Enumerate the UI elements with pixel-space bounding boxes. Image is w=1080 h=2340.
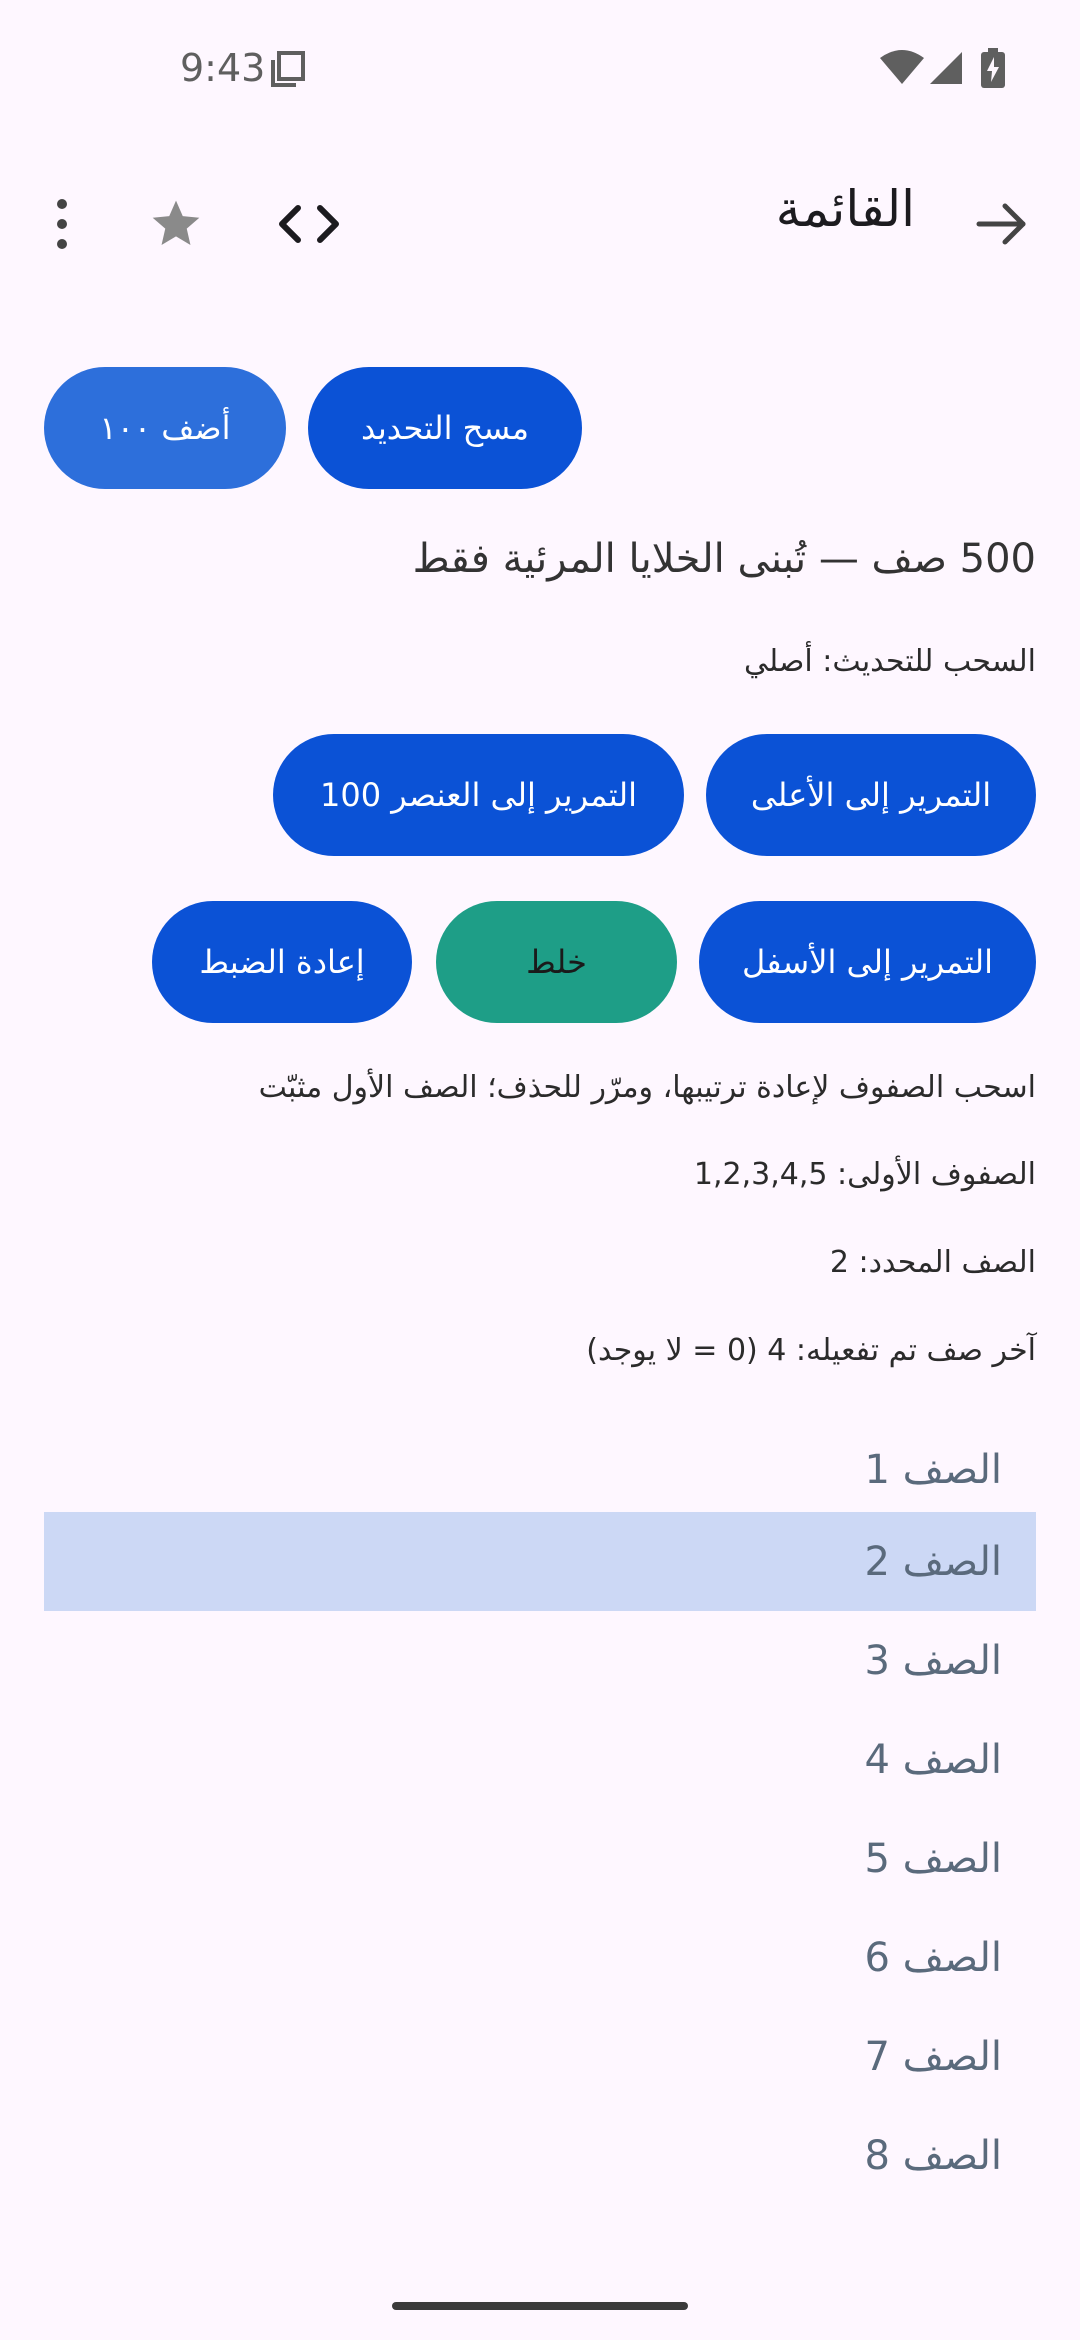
- shuffle-button[interactable]: خلط: [436, 901, 677, 1023]
- list-row-8[interactable]: [44, 2106, 1036, 2205]
- list-row-1[interactable]: [44, 1420, 1036, 1519]
- clear-selection-button[interactable]: مسح التحديد: [308, 367, 582, 489]
- scroll-to-item-100-button[interactable]: التمرير إلى العنصر 100: [273, 734, 684, 856]
- instructions-text: اسحب الصفوف لإعادة ترتيبها، ومرّر للحذف؛ الصف الأول مثبّت: [258, 1070, 1036, 1105]
- list-row-label: الصف 4: [864, 1736, 1002, 1783]
- copy-icon: [270, 50, 306, 88]
- more-vert-icon[interactable]: [40, 196, 84, 252]
- reset-button[interactable]: إعادة الضبط: [152, 901, 412, 1023]
- pull-to-refresh-status: السحب للتحديث: أصلي: [743, 644, 1036, 679]
- signal-icon: [928, 50, 964, 90]
- first-rows-text: الصفوف الأولى: 1,2,3,4,5: [693, 1157, 1036, 1192]
- list-row-label: الصف 6: [864, 1934, 1002, 1981]
- list-row-label: الصف 3: [864, 1637, 1002, 1684]
- list-row-6[interactable]: [44, 1908, 1036, 2007]
- status-bar: [0, 0, 1080, 140]
- list-row-label: الصف 1: [864, 1446, 1002, 1493]
- last-activated-text: آخر صف تم تفعيله: 4 (0 = لا يوجد): [586, 1333, 1036, 1368]
- rows-headline: 500 صف — تُبنى الخلايا المرئية فقط: [412, 536, 1036, 582]
- selected-row-text: الصف المحدد: 2: [829, 1245, 1036, 1280]
- list-row-5[interactable]: [44, 1809, 1036, 1908]
- list-row-3[interactable]: [44, 1611, 1036, 1710]
- arrow-forward-icon[interactable]: [975, 196, 1031, 252]
- list-row-label: الصف 7: [864, 2033, 1002, 2080]
- list-row-7[interactable]: [44, 2007, 1036, 2106]
- page-title: القائمة: [775, 180, 915, 238]
- status-time: 9:43: [180, 46, 266, 90]
- add-hundred-button[interactable]: أضف ١٠٠: [44, 367, 286, 489]
- battery-charging-icon: [981, 48, 1005, 92]
- list-row-2-selected[interactable]: [44, 1512, 1036, 1611]
- list-row-label: الصف 2: [864, 1538, 1002, 1585]
- list-row-label: الصف 8: [864, 2132, 1002, 2179]
- code-icon[interactable]: [276, 196, 342, 252]
- wifi-icon: [880, 50, 924, 90]
- list-row-4[interactable]: [44, 1710, 1036, 1809]
- list-row-label: الصف 5: [864, 1835, 1002, 1882]
- scroll-to-bottom-button[interactable]: التمرير إلى الأسفل: [699, 901, 1036, 1023]
- scroll-to-top-button[interactable]: التمرير إلى الأعلى: [706, 734, 1036, 856]
- home-indicator[interactable]: [392, 2302, 688, 2310]
- star-icon[interactable]: [148, 196, 204, 252]
